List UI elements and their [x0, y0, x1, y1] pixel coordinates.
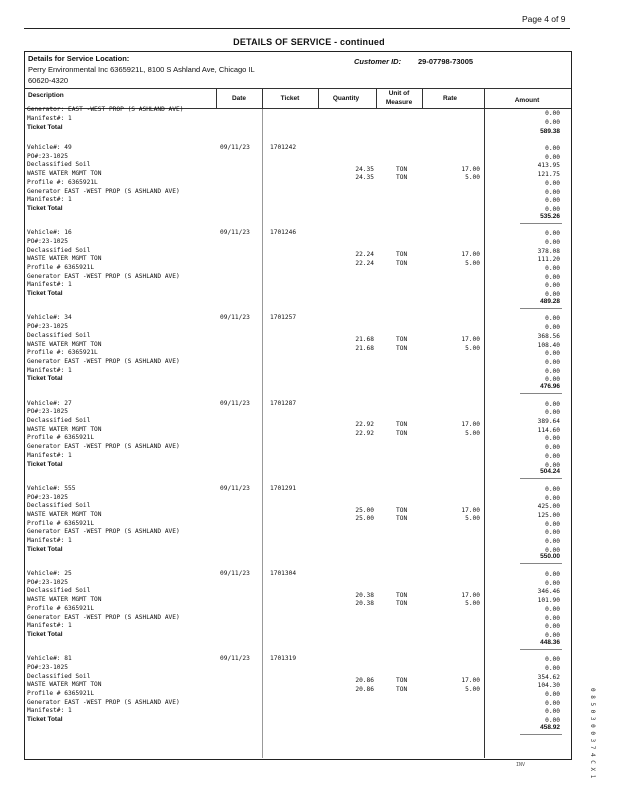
line-amount: 0.00 — [545, 520, 560, 528]
col-ticket: Ticket — [280, 95, 300, 102]
ticket-separator — [520, 393, 562, 394]
line-amount: 0.00 — [545, 546, 560, 554]
line-amount: 0.00 — [545, 717, 560, 725]
carryover-generator: Generator: EAST -WEST PROP (S ASHLAND AVE) — [27, 106, 184, 113]
ticket-total-label: Ticket Total — [27, 716, 63, 724]
profile-number: Profile #: 6365921L — [27, 349, 98, 357]
rate: 5.00 — [465, 174, 480, 182]
line-amount: 0.00 — [545, 230, 560, 238]
quantity: 22.92 — [355, 430, 374, 438]
unit-of-measure: TON — [396, 336, 408, 344]
unit-of-measure: TON — [396, 259, 408, 267]
line-amount: 108.40 — [537, 341, 560, 349]
line-amount: 346.46 — [537, 588, 560, 596]
unit-of-measure: TON — [396, 165, 408, 173]
po-number: PO#:23-1025 — [27, 663, 68, 671]
line-amount: 0.00 — [545, 631, 560, 639]
quantity: 20.86 — [355, 676, 374, 684]
line-amount: 104.30 — [537, 682, 560, 690]
fee-description: WASTE WATER MGMT TON — [27, 425, 102, 433]
generator-name: Generator EAST -WEST PROP (S ASHLAND AVE) — [27, 698, 180, 706]
quantity: 25.00 — [355, 515, 374, 523]
page-title: DETAILS OF SERVICE - continued — [233, 37, 385, 47]
generator-name: Generator EAST -WEST PROP (S ASHLAND AVE) — [27, 187, 180, 195]
ticket-column-divider — [262, 108, 263, 758]
unit-of-measure: TON — [396, 676, 408, 684]
ticket-separator — [520, 563, 562, 564]
manifest-number: Manifest#: 1 — [27, 196, 72, 204]
line-amount: 0.00 — [545, 529, 560, 537]
unit-of-measure: TON — [396, 174, 408, 182]
col-description: Description — [28, 92, 64, 99]
quantity: 22.24 — [355, 250, 374, 258]
customer-id-value: 29-07798-73005 — [418, 57, 474, 66]
carryover-total-label: Ticket Total — [27, 124, 63, 131]
quantity: 20.38 — [355, 591, 374, 599]
ticket-total-label: Ticket Total — [27, 290, 63, 298]
footer-mark: INV — [516, 762, 526, 768]
ticket-total-amount: 535.26 — [540, 212, 560, 220]
unit-of-measure: TON — [396, 344, 408, 352]
col-amount: Amount — [514, 97, 540, 104]
rate: 17.00 — [461, 421, 480, 429]
rate: 5.00 — [465, 259, 480, 267]
fee-description: WASTE WATER MGMT TON — [27, 596, 102, 604]
carryover-amount: 0.00 — [545, 119, 560, 126]
vehicle-number: Vehicle#: 27 — [27, 399, 72, 407]
ticket-number: 1701319 — [270, 655, 297, 663]
hdr-divider — [318, 88, 319, 108]
col-quantity: Quantity — [332, 95, 360, 102]
unit-of-measure: TON — [396, 421, 408, 429]
col-rate: Rate — [442, 95, 458, 102]
line-amount: 0.00 — [545, 324, 560, 332]
ticket-separator — [520, 734, 562, 735]
ticket-total-amount: 550.00 — [540, 553, 560, 561]
material-description: Declassified Soil — [27, 246, 91, 254]
service-date: 09/11/23 — [220, 144, 250, 151]
unit-of-measure: TON — [396, 430, 408, 438]
col-date: Date — [231, 95, 247, 102]
line-amount: 0.00 — [545, 358, 560, 366]
vehicle-number: Vehicle#: 25 — [27, 570, 72, 577]
line-amount: 0.00 — [545, 444, 560, 452]
material-description: Declassified Soil — [27, 331, 91, 339]
line-amount: 413.95 — [537, 162, 560, 170]
ticket-number: 1701246 — [270, 229, 297, 237]
ticket-separator — [520, 649, 562, 650]
line-amount: 0.00 — [545, 188, 560, 196]
generator-name: Generator EAST -WEST PROP (S ASHLAND AVE) — [27, 443, 180, 451]
manifest-number: Manifest#: 1 — [27, 537, 72, 544]
unit-of-measure: TON — [396, 515, 408, 523]
service-location-address: Perry Environmental Inc 6365921L, 8100 S Ashland Ave, Chicago IL — [28, 65, 255, 74]
unit-of-measure: TON — [396, 591, 408, 599]
ticket-total-label: Ticket Total — [27, 375, 63, 383]
hdr-divider — [484, 88, 485, 108]
fee-description: WASTE WATER MGMT TON — [27, 510, 102, 518]
po-number: PO#:23-1025 — [27, 152, 68, 160]
line-amount: 125.00 — [537, 511, 560, 519]
carryover-total: 589.38 — [540, 128, 560, 135]
carryover-amount: 0.00 — [545, 110, 560, 117]
line-amount: 0.00 — [545, 605, 560, 613]
ticket-total-amount: 489.28 — [540, 297, 560, 305]
manifest-number: Manifest#: 1 — [27, 366, 72, 374]
generator-name: Generator EAST -WEST PROP (S ASHLAND AVE) — [27, 528, 180, 536]
line-amount: 0.00 — [545, 623, 560, 631]
line-amount: 0.00 — [545, 409, 560, 417]
carryover-manifest: Manifest#: 1 — [27, 115, 72, 122]
line-amount: 0.00 — [545, 265, 560, 272]
po-number: PO#:23-1025 — [27, 237, 68, 245]
unit-of-measure: TON — [396, 506, 408, 514]
line-amount: 0.00 — [545, 691, 560, 698]
vehicle-number: Vehicle#: 555 — [27, 484, 76, 492]
line-amount: 0.00 — [545, 538, 560, 545]
line-amount: 0.00 — [545, 664, 560, 672]
line-amount: 0.00 — [545, 494, 560, 502]
line-amount: 0.00 — [545, 656, 560, 664]
profile-number: Profile # 6365921L — [27, 690, 95, 697]
manifest-number: Manifest#: 1 — [27, 281, 72, 289]
line-amount: 0.00 — [545, 291, 560, 299]
quantity: 20.38 — [355, 600, 374, 608]
line-amount: 0.00 — [545, 452, 560, 460]
line-amount: 121.75 — [537, 171, 560, 179]
line-amount: 0.00 — [545, 179, 560, 187]
service-date: 09/11/23 — [220, 314, 250, 322]
line-amount: 0.00 — [545, 708, 560, 716]
rate: 5.00 — [465, 685, 480, 693]
rate: 17.00 — [461, 591, 480, 599]
line-amount: 0.00 — [545, 238, 560, 246]
line-amount: 425.00 — [537, 503, 560, 511]
fee-description: WASTE WATER MGMT TON — [27, 340, 102, 348]
line-amount: 0.00 — [545, 400, 560, 408]
quantity: 24.35 — [355, 165, 374, 173]
line-amount: 0.00 — [545, 614, 560, 622]
ticket-total-label: Ticket Total — [27, 545, 63, 553]
quantity: 22.92 — [355, 421, 374, 429]
header-top-rule — [24, 88, 571, 89]
line-amount: 354.62 — [537, 673, 560, 681]
service-location-zip: 60620-4320 — [28, 76, 69, 85]
quantity: 22.24 — [355, 259, 374, 267]
line-amount: 0.00 — [545, 699, 560, 707]
generator-name: Generator EAST -WEST PROP (S ASHLAND AVE) — [27, 613, 180, 621]
service-date: 09/11/23 — [220, 229, 250, 237]
quantity: 20.86 — [355, 685, 374, 693]
unit-of-measure: TON — [396, 685, 408, 693]
line-amount: 0.00 — [545, 273, 560, 281]
ticket-total-amount: 448.36 — [540, 638, 560, 646]
unit-of-measure: TON — [396, 250, 408, 258]
line-amount: 101.90 — [537, 597, 560, 605]
line-amount: 111.20 — [537, 256, 560, 264]
line-amount: 0.00 — [545, 282, 560, 290]
quantity: 24.35 — [355, 174, 374, 182]
po-number: PO#:23-1025 — [27, 323, 68, 331]
quantity: 21.68 — [355, 336, 374, 344]
rate: 5.00 — [465, 344, 480, 352]
col-unit-of-measure: Unit of Measure — [385, 90, 413, 106]
rate: 5.00 — [465, 430, 480, 438]
service-date: 09/11/23 — [220, 570, 250, 577]
line-amount: 0.00 — [545, 376, 560, 384]
line-amount: 0.00 — [545, 153, 560, 161]
rate: 17.00 — [461, 336, 480, 344]
ticket-number: 1701287 — [270, 399, 297, 407]
hdr-divider — [216, 88, 217, 108]
ticket-separator — [520, 308, 562, 309]
ticket-total-label: Ticket Total — [27, 460, 63, 468]
ticket-separator — [520, 223, 562, 224]
page-number: Page 4 of 9 — [522, 14, 566, 24]
hdr-divider — [262, 88, 263, 108]
line-amount: 378.08 — [537, 247, 560, 255]
rate: 17.00 — [461, 676, 480, 684]
ticket-total-amount: 504.24 — [540, 468, 560, 476]
po-number: PO#:23-1025 — [27, 408, 68, 416]
manifest-number: Manifest#: 1 — [27, 451, 72, 459]
rate: 5.00 — [465, 600, 480, 608]
profile-number: Profile # 6365921L — [27, 604, 95, 612]
profile-number: Profile # 6365921L — [27, 264, 95, 271]
rate: 17.00 — [461, 165, 480, 173]
ticket-number: 1701242 — [270, 144, 297, 151]
material-description: Declassified Soil — [27, 672, 91, 680]
line-amount: 0.00 — [545, 485, 560, 493]
line-amount: 368.56 — [537, 332, 560, 340]
vehicle-number: Vehicle#: 16 — [27, 229, 72, 237]
service-date: 09/11/23 — [220, 399, 250, 407]
material-description: Declassified Soil — [27, 502, 91, 510]
quantity: 25.00 — [355, 506, 374, 514]
po-number: PO#:23-1025 — [27, 493, 68, 501]
ticket-total-label: Ticket Total — [27, 630, 63, 638]
ticket-number: 1701304 — [270, 570, 297, 577]
line-amount: 0.00 — [545, 367, 560, 375]
fee-description: WASTE WATER MGMT TON — [27, 255, 102, 263]
line-amount: 0.00 — [545, 315, 560, 323]
vehicle-number: Vehicle#: 49 — [27, 144, 72, 151]
ticket-total-amount: 476.96 — [540, 383, 560, 390]
vehicle-number: Vehicle#: 34 — [27, 314, 72, 322]
profile-number: Profile #: 6365921L — [27, 178, 98, 186]
rate: 5.00 — [465, 515, 480, 523]
line-amount: 0.00 — [545, 435, 560, 443]
amount-column-divider — [484, 108, 485, 758]
fee-description: WASTE WATER MGMT TON — [27, 170, 102, 178]
line-amount: 389.64 — [537, 418, 560, 425]
manifest-number: Manifest#: 1 — [27, 707, 72, 715]
ticket-total-label: Ticket Total — [27, 204, 63, 212]
generator-name: Generator EAST -WEST PROP (S ASHLAND AVE) — [27, 357, 180, 365]
service-location-label: Details for Service Location: — [28, 54, 130, 63]
po-number: PO#:23-1025 — [27, 578, 68, 586]
rate: 17.00 — [461, 506, 480, 514]
line-amount: 0.00 — [545, 350, 560, 358]
material-description: Declassified Soil — [27, 587, 91, 595]
side-reference-text: 0 8 5 0 3 0 0 3 7 4 C X 1 — [589, 688, 596, 779]
line-amount: 0.00 — [545, 579, 560, 587]
material-description: Declassified Soil — [27, 417, 91, 424]
ticket-separator — [520, 478, 562, 479]
line-amount: 0.00 — [545, 571, 560, 578]
hdr-divider — [376, 88, 377, 108]
unit-of-measure: TON — [396, 600, 408, 608]
details-table-frame — [24, 51, 572, 760]
line-amount: 0.00 — [545, 461, 560, 469]
generator-name: Generator EAST -WEST PROP (S ASHLAND AVE) — [27, 272, 180, 280]
service-date: 09/11/23 — [220, 484, 250, 492]
profile-number: Profile # 6365921L — [27, 519, 95, 527]
rate: 17.00 — [461, 250, 480, 258]
ticket-number: 1701291 — [270, 484, 297, 492]
line-amount: 0.00 — [545, 145, 560, 152]
line-amount: 0.00 — [545, 205, 560, 213]
vehicle-number: Vehicle#: 81 — [27, 655, 72, 663]
ticket-total-amount: 458.92 — [540, 723, 560, 731]
manifest-number: Manifest#: 1 — [27, 622, 72, 630]
line-amount: 114.60 — [537, 426, 560, 434]
material-description: Declassified Soil — [27, 161, 91, 169]
ticket-number: 1701257 — [270, 314, 297, 322]
customer-id-label: Customer ID: — [354, 57, 402, 66]
service-date: 09/11/23 — [220, 655, 250, 663]
hdr-divider — [422, 88, 423, 108]
line-amount: 0.00 — [545, 197, 560, 205]
profile-number: Profile # 6365921L — [27, 434, 95, 442]
fee-description: WASTE WATER MGMT TON — [27, 681, 102, 689]
quantity: 21.68 — [355, 344, 374, 352]
top-divider — [24, 28, 570, 29]
